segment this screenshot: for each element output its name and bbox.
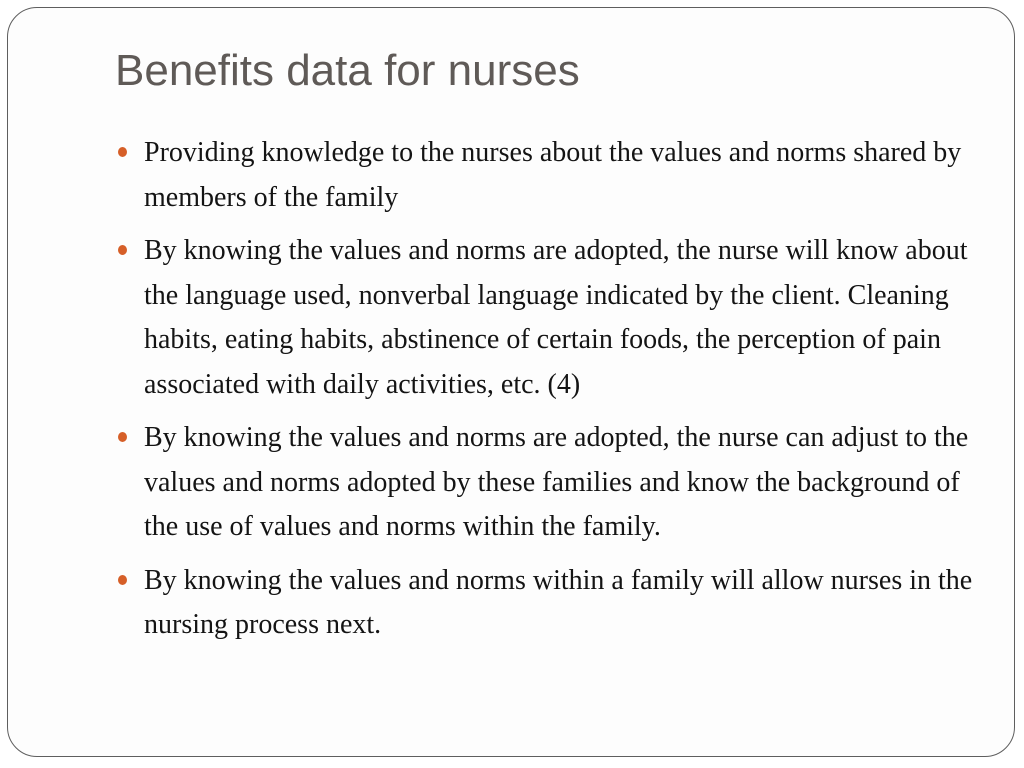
slide-frame <box>7 7 1015 757</box>
bullet-dot-icon <box>118 432 127 442</box>
bullet-item-3 <box>115 416 975 550</box>
bullet-item-1 <box>115 131 975 220</box>
bullet-dot-icon <box>118 575 127 585</box>
slide-title: Benefits data for nurses <box>115 46 580 95</box>
bullet-item-2 <box>115 229 975 407</box>
bullet-dot-icon <box>118 147 127 157</box>
bullet-text: By knowing the values and norms are adopted, the nurse can adjust to the values and norms adopted by these families and know the background of the use of values and norms within the family. <box>144 422 969 542</box>
bullet-text: By knowing the values and norms are adopted, the nurse will know about the language used, nonverbal language indicated by the client. Cleaning habits, eating habits, abstinence of certain foods, the perception of pain associated with daily activities, etc. (4) <box>144 235 968 400</box>
bullet-list <box>115 131 975 657</box>
bullet-text: Providing knowledge to the nurses about the values and norms shared by members of the family <box>144 137 962 213</box>
bullet-dot-icon <box>118 245 127 255</box>
bullet-item-4 <box>115 559 975 648</box>
bullet-text: By knowing the values and norms within a family will allow nurses in the nursing process next. <box>144 564 973 640</box>
